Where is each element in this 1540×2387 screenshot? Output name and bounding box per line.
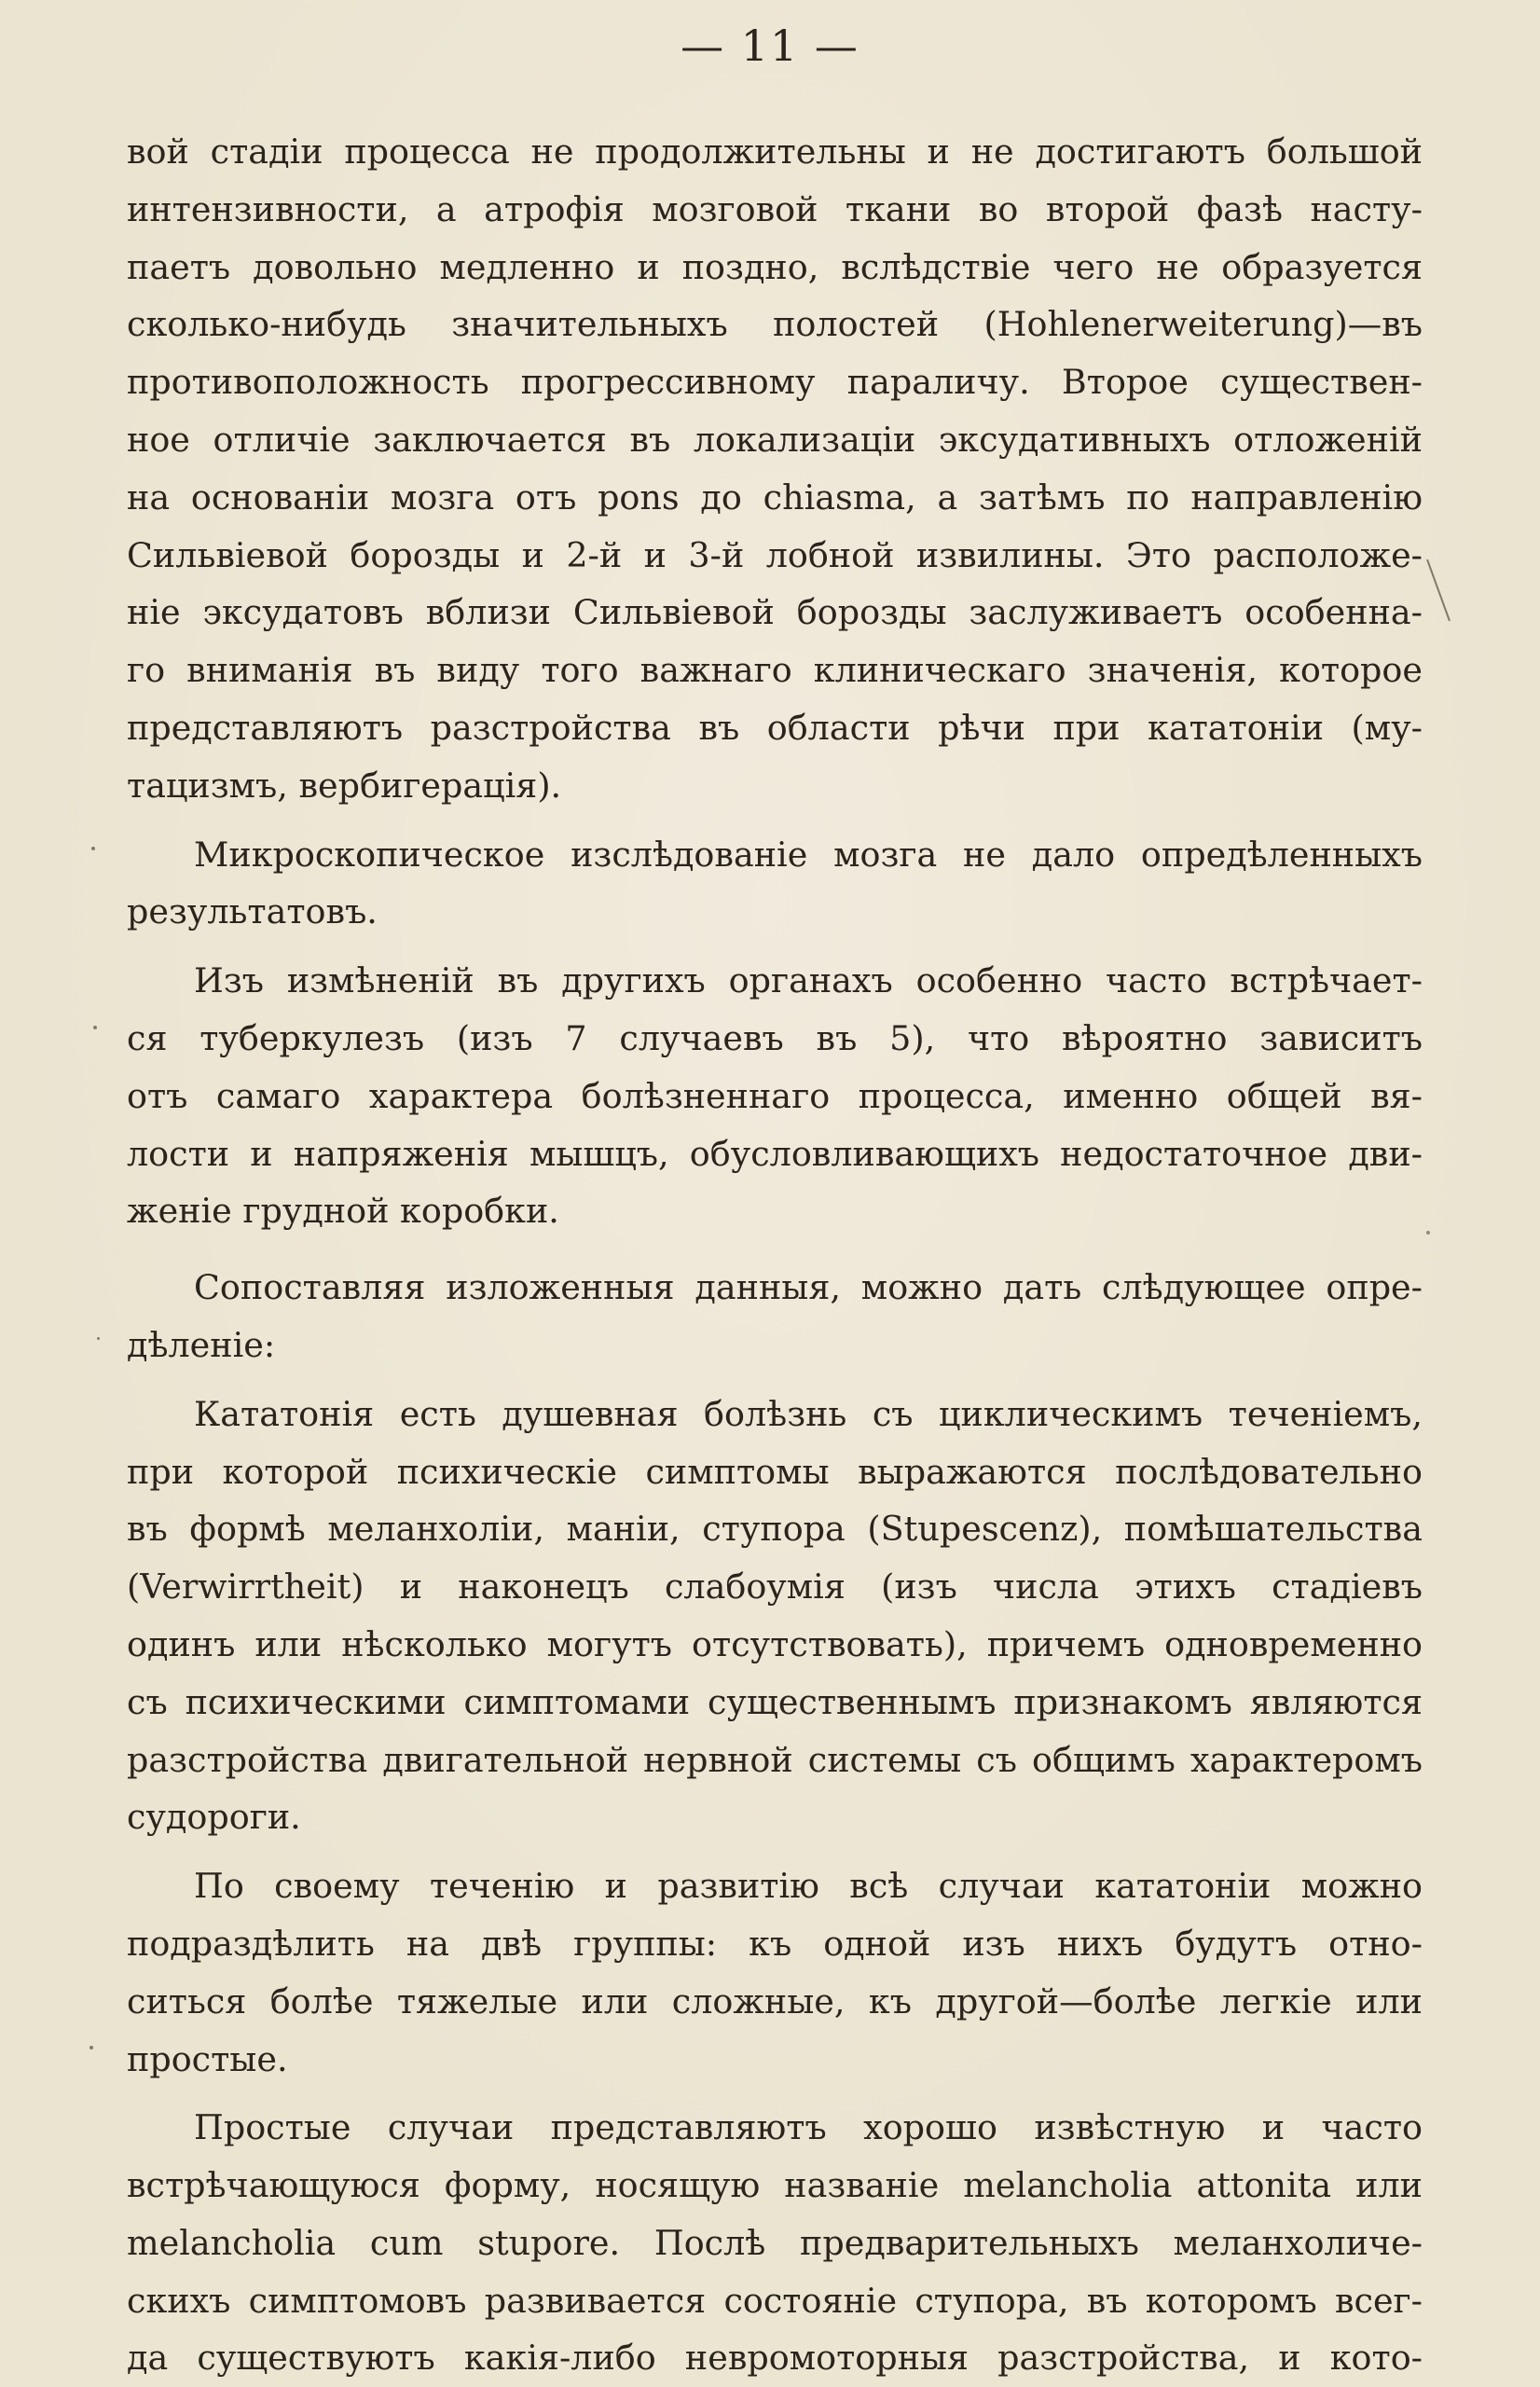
text-line: сколько-нибудь значительныхъ полостей (Hohlenerweiterung)—въ [127,304,1423,345]
paragraph [127,1259,1423,1374]
text-line: въ формѣ меланхоліи, маніи, ступора (Stupescenz), помѣшательства [127,1509,1423,1550]
text-line: паетъ довольно медленно и поздно, вслѣдствіе чего не образуется [127,246,1423,287]
margin-speck [1426,1231,1430,1235]
paragraph [127,952,1423,1240]
text-line: женіе грудной коробки. [127,1191,559,1232]
text-line: Простые случаи представляютъ хорошо извѣстную и часто [194,2107,1423,2148]
text-line: скихъ симптомовъ развивается состояніе ступора, въ которомъ всег- [127,2280,1423,2321]
text-line: да существуютъ какія-либо невромоторныя разстройства, и кото- [127,2338,1423,2379]
text-line: Микроскопическое изслѣдованіе мозга не дало опредѣленныхъ [194,834,1423,875]
text-line: дѣленіе: [127,1324,276,1365]
text-line: melancholia cum stupore. Послѣ предварительныхъ меланхоличе- [127,2222,1423,2263]
text-line: при которой психическіе симптомы выражаются послѣдовательно [127,1451,1423,1492]
text-line: По своему теченію и развитію всѣ случаи кататоніи можно [194,1866,1423,1907]
definition-paragraph [127,1386,1423,1846]
text-line: съ психическими симптомами существеннымъ признакомъ являются [127,1681,1423,1722]
margin-speck [97,1337,100,1340]
text-line: лости и напряженія мышцъ, обусловливающихъ недостаточное дви- [127,1133,1423,1174]
page-number: — 11 — [681,21,859,71]
text-line: Изъ измѣненій въ другихъ органахъ особенно часто встрѣчает- [194,960,1423,1001]
text-line: интензивности, а атрофія мозговой ткани во второй фазѣ насту- [127,188,1423,229]
paragraph [127,123,1423,815]
margin-speck [91,847,95,850]
margin-mark [1426,559,1451,621]
text-line: простые. [127,2038,288,2079]
paragraph [127,2099,1423,2387]
text-line: ніе эксудатовъ вблизи Сильвіевой борозды заслуживаетъ особенна- [127,592,1423,633]
margin-speck [93,1026,97,1029]
text-line: результатовъ. [127,891,378,932]
text-line: вой стадіи процесса не продолжительны и не достигаютъ большой [127,131,1423,172]
text-line: судороги. [127,1797,301,1838]
margin-speck [89,2046,93,2049]
text-line: ное отличіе заключается въ локализаціи эксудативныхъ отложеній [127,419,1423,460]
paragraph [127,1857,1423,2088]
text-line: противоположность прогрессивному параличу. Второе существен- [127,362,1423,403]
body-text [127,123,1423,2387]
text-line: отъ самаго характера болѣзненнаго процесса, именно общей вя- [127,1075,1423,1116]
text-line: го вниманія въ виду того важнаго клиническаго значенія, которое [127,650,1423,691]
paragraph [127,826,1423,942]
text-line: одинъ или нѣсколько могутъ отсутствовать), причемъ одновременно [127,1623,1423,1664]
text-line: встрѣчающуюся форму, носящую названіе melancholia attonita или [127,2165,1423,2206]
text-line: Сопоставляя изложенныя данныя, можно дать слѣдующее опре- [194,1267,1423,1308]
text-line: подраздѣлить на двѣ группы: къ одной изъ нихъ будутъ отно- [127,1923,1423,1964]
text-line: на основаніи мозга отъ pons до chiasma, а затѣмъ по направленію [127,476,1423,517]
text-line: Кататонія есть душевная болѣзнь съ циклическимъ теченіемъ, [194,1393,1423,1434]
text-line: представляютъ разстройства въ области рѣчи при кататоніи (му- [127,707,1423,748]
text-line: тацизмъ, вербигерація). [127,765,562,806]
text-line: Сильвіевой борозды и 2-й и 3-й лобной извилины. Это расположе- [127,534,1423,575]
text-line: ситься болѣе тяжелые или сложные, къ другой—болѣе легкіе или [127,1980,1423,2021]
text-line: (Verwirrtheit) и наконецъ слабоумія (изъ числа этихъ стадіевъ [127,1566,1423,1607]
text-line: разстройства двигательной нервной системы съ общимъ характеромъ [127,1739,1423,1780]
text-line: ся туберкулезъ (изъ 7 случаевъ въ 5), что вѣроятно зависитъ [127,1017,1423,1058]
